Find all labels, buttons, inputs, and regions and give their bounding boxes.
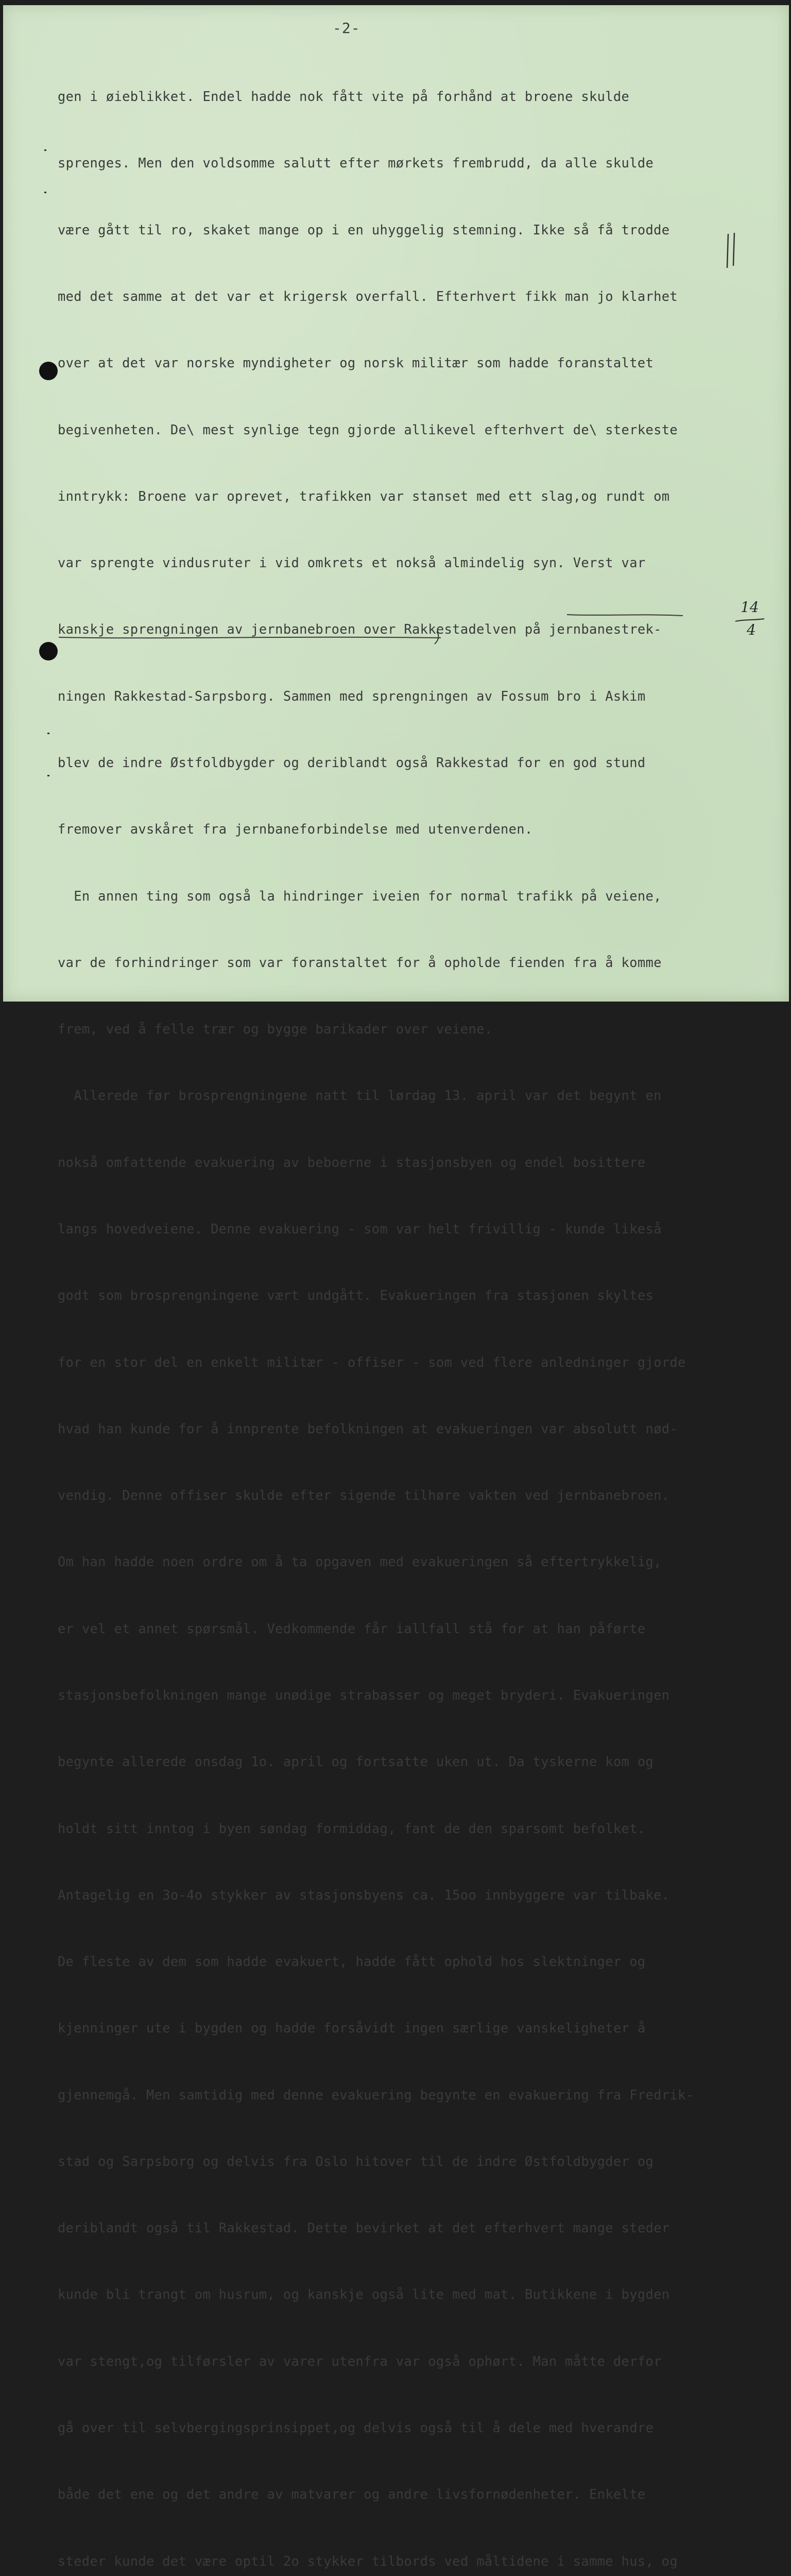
text-line: begynte allerede onsdag 1o. april og fortsatte uken ut. Da tyskerne kom og	[58, 1754, 654, 1770]
text-line: gen i øieblikket. Endel hadde nok fått vite på forhånd at broene skulde	[58, 89, 630, 105]
text-line: Allerede før brosprengningene natt til lørdag 13. april var det begynt en	[58, 1088, 662, 1104]
text-line: blev de indre Østfoldbygder og deriblandt også Rakkestad for en god stund	[58, 755, 646, 770]
page-number: -2-	[333, 20, 360, 37]
text-line: kunde bli trangt om husrum, og kanskje også lite med mat. Butikkene i bygden	[58, 2286, 670, 2302]
text-line: kanskje sprengningen av jernbanebroen over Rakkestadelven på jernbanestrek-	[58, 621, 662, 637]
text-line: Om han hadde noen ordre om å ta opgaven med evakueringen så eftertrykkelig,	[58, 1554, 662, 1570]
text-line: stad og Sarpsborg og delvis fra Oslo hitover til de indre Østfoldbygder og	[58, 2153, 654, 2169]
text-line: med det samme at det var et krigersk overfall. Efterhvert fikk man jo klarhet	[58, 289, 678, 304]
text-line: godt som brosprengningene vært undgått. Evakueringen fra stasjonen skyltes	[58, 1287, 654, 1303]
text-line: fremover avskåret fra jernbaneforbindelse med utenverdenen.	[58, 821, 533, 837]
text-line: frem, ved å felle trær og bygge barikader over veiene.	[58, 1021, 493, 1037]
text-line: var sprengte vindusruter i vid omkrets et nokså almindelig syn. Verst var	[58, 555, 646, 571]
text-line: Antagelig en 3o-4o stykker av stasjonsbyens ca. 15oo innbyggere var tilbake.	[58, 1887, 670, 1903]
text-line: De fleste av dem som hadde evakuert, hadde fått ophold hos slektninger og	[58, 1954, 646, 1970]
text-line: ningen Rakkestad-Sarpsborg. Sammen med sprengningen av Fossum bro i Askim	[58, 688, 646, 704]
text-line: sprenges. Men den voldsomme salutt efter mørkets frembrudd, da alle skulde	[58, 155, 654, 171]
text-line: var stengt,og tilførsler av varer utenfra var også ophørt. Man måtte derfor	[58, 2353, 662, 2369]
handwritten-underline	[3, 5, 789, 1002]
text-line: gå over til selvbergingsprinsippet,og delvis også til å dele med hverandre	[58, 2420, 654, 2436]
text-line: for en stor del en enkelt militær - offiser - som ved flere anledninger gjorde	[58, 1354, 686, 1370]
text-line: nokså omfattende evakuering av beboerne i stasjonsbyen og endel bosittere	[58, 1154, 646, 1170]
document-page	[3, 5, 789, 2569]
text-line: inntrykk: Broene var oprevet, trafikken var stanset med ett slag,og rundt om	[58, 488, 670, 504]
text-line: kjenninger ute i bygden og hadde forsåvidt ingen særlige vanskeligheter å	[58, 2020, 646, 2036]
text-line: En annen ting som også la hindringer iveien for normal trafikk på veiene,	[58, 888, 662, 904]
text-line: være gått til ro, skaket mange op i en uhyggelig stemning. Ikke så få trodde	[58, 222, 670, 238]
text-line: er vel et annet spørsmål. Vedkommende får iallfall stå for at han påførte	[58, 1620, 646, 1636]
text-line: langs hovedveiene. Denne evakuering - som var helt frivillig - kunde likeså	[58, 1221, 662, 1236]
text-line: over at det var norske myndigheter og norsk militær som hadde foranstaltet	[58, 355, 654, 371]
margin-note-day: 14	[741, 599, 759, 616]
text-line: både det ene og det andre av matvarer og andre livsfornødenheter. Enkelte	[58, 2486, 646, 2502]
text-line: hvad han kunde for å innprente befolkningen at evakueringen var absolutt nød-	[58, 1420, 678, 1436]
text-line: steder kunde det være optil 2o stykker tilbords ved måltidene i samme hus, og	[58, 2553, 678, 2569]
text-line: holdt sitt inntog i byen søndag formiddag, fant de den sparsomt befolket.	[58, 1820, 646, 1836]
text-line: deriblandt også til Rakkestad. Dette bevirket at det efterhvert mange steder	[58, 2220, 670, 2236]
text-line: vendig. Denne offiser skulde efter sigende tilhøre vakten ved jernbanebroen.	[58, 1487, 670, 1503]
margin-note-month: 4	[747, 621, 756, 638]
text-line: begivenheten. De\ mest synlige tegn gjorde allikevel efterhvert de\ sterkeste	[58, 421, 678, 437]
text-line: var de forhindringer som var foranstaltet for å opholde fienden fra å komme	[58, 954, 662, 970]
text-line: stasjonsbefolkningen mange unødige strabasser og meget bryderi. Evakueringen	[58, 1687, 670, 1703]
text-line: gjennemgå. Men samtidig med denne evakuering begynte en evakuering fra Fredrik-	[58, 2087, 694, 2103]
